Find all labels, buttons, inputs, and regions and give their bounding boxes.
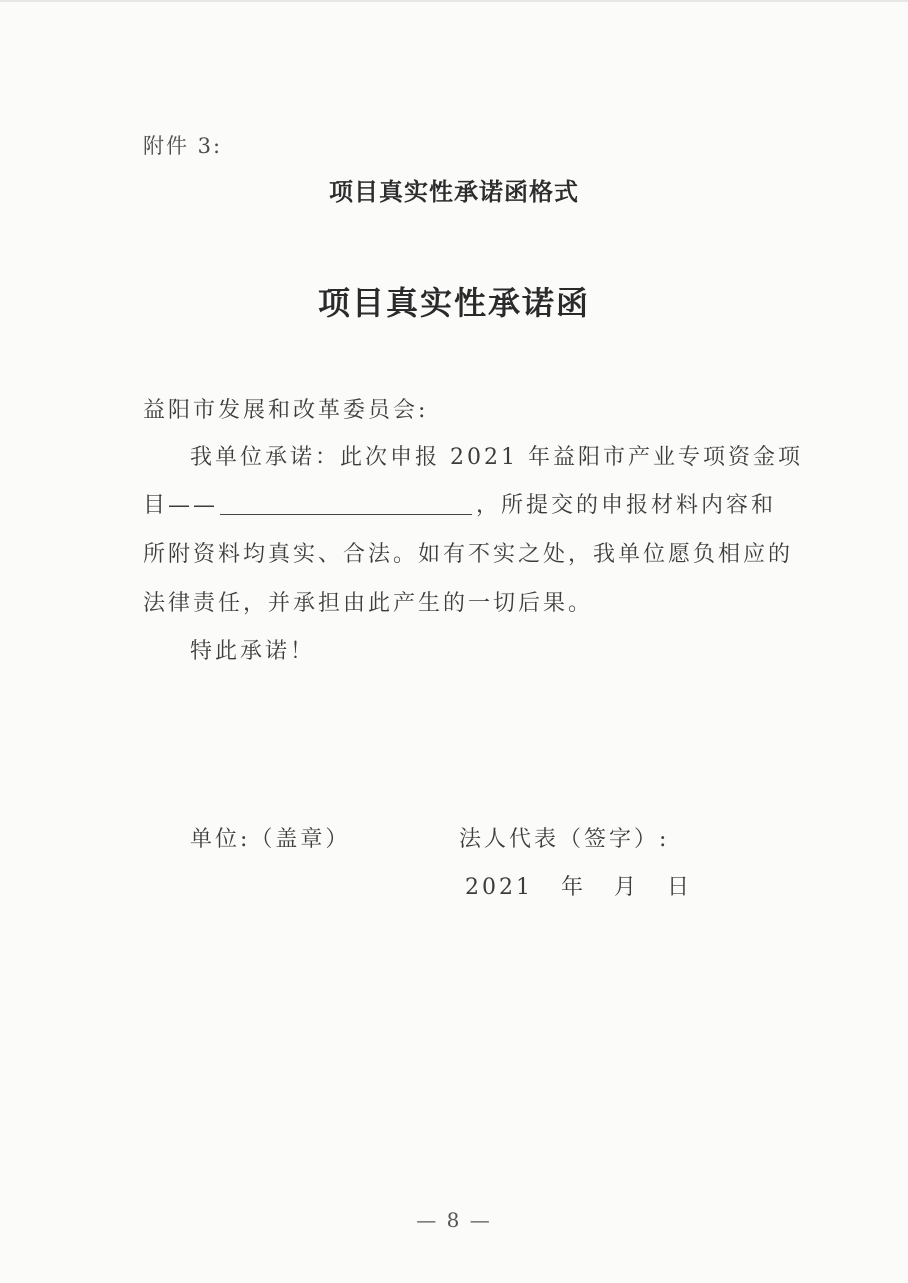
paragraph-line-2-start: 目——: [143, 493, 219, 518]
paragraph-line-2-end: ，所提交的申报材料内容和: [476, 493, 777, 518]
top-edge-line: [0, 0, 908, 2]
paragraph-line-3: 所附资料均真实、合法。如有不实之处，我单位愿负相应的: [143, 542, 794, 567]
unit-seal-label: 单位:（盖章）: [190, 827, 351, 852]
addressee: 益阳市发展和改革委员会:: [143, 398, 429, 423]
date-line: 2021 年 月 日: [465, 875, 692, 900]
document-subtitle: 项目真实性承诺函格式: [329, 177, 579, 206]
annex-label: 附件 3:: [143, 134, 223, 158]
paragraph-line-2: [143, 488, 776, 519]
project-name-blank[interactable]: [220, 492, 472, 515]
closing-statement: 特此承诺！: [190, 639, 316, 664]
paragraph-line-4: 法律责任，并承担由此产生的一切后果。: [143, 591, 594, 616]
paragraph-line-1: 我单位承诺：此次申报 2021 年益阳市产业专项资金项: [190, 445, 803, 470]
document-title: 项目真实性承诺函: [317, 284, 590, 322]
page-number: — 8 —: [416, 1208, 492, 1232]
legal-rep-signature-label: 法人代表（签字）:: [459, 827, 670, 852]
